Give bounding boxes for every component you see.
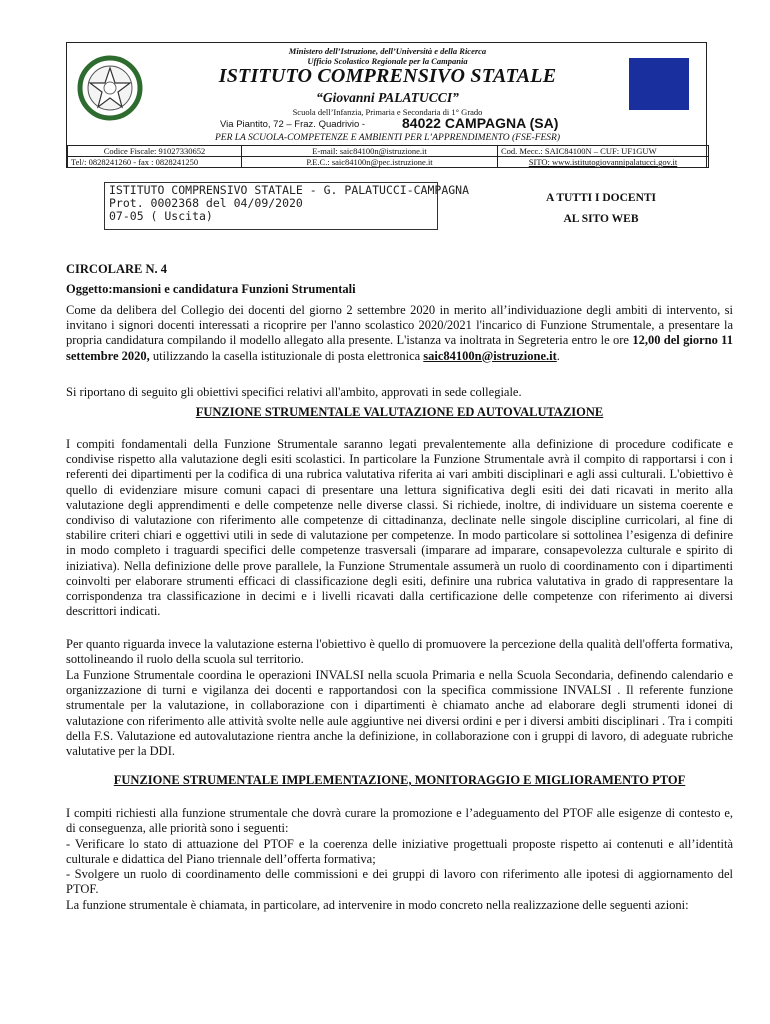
school-dedication: “Giovanni PALATUCCI”	[316, 90, 459, 105]
contact-table	[67, 145, 709, 168]
ministry-line: Ministero dell’Istruzione, dell’Università e della Ricerca	[288, 46, 487, 56]
pon-line: PER LA SCUOLA-COMPETENZE E AMBIENTI PER L’APPRENDIMENTO (FSE-FESR)	[214, 133, 561, 143]
fiscal-code: Codice Fiscale: 91027330652	[68, 146, 242, 157]
intro-paragraph	[66, 303, 733, 364]
intro-text-2: utilizzando la casella istituzionale di posta elettronica	[149, 348, 424, 363]
valutazione-paragraph-2: Per quanto riguarda invece la valutazione esterna l'obiettivo è quello di promuovere la percezione della qualità dell'offerta formativa, sottolineando il ruolo della scuola sul territorio.	[66, 637, 733, 667]
intro-period: .	[556, 348, 560, 363]
school-city: 84022 CAMPAGNA (SA)	[402, 115, 559, 131]
valutazione-paragraph-3: La Funzione Strumentale coordina le operazioni INVALSI nella scuola Primaria e nella Scuola Secondaria, definendo calendario e organizzazione di turni e vigilanza dei docenti e rapportandosi con la specifica commissione INVALSI . Il referente funzione strumentale per la valutazione, in collaborazione con i dipartimenti è chiamato anche ad elaborare degli strumenti idonei di valutazione con riferimento alle attività svolte nelle aule aggiuntive nei diversi ordini e per i diversi ambiti disciplinari . Tra i compiti della F.S. Valutazione ed autovalutazione rientra anche la definizione, in collaborazione con i gruppi di lavoro, di adeguate rubriche valutative per la DDI.	[66, 668, 733, 759]
circular-number: CIRCOLARE N. 4	[66, 262, 168, 276]
subject-line: Oggetto:mansioni e candidatura Funzioni Strumentali	[66, 282, 356, 296]
pec-address[interactable]: P.E.C.: saic84100n@pec.istruzione.it	[242, 157, 498, 168]
recipients	[531, 188, 671, 230]
phone-fax: Tel/: 0828241260 - fax : 0828241250	[68, 157, 242, 168]
website-link[interactable]: SITO: www.istitutogiovannipalatucci.gov.it	[498, 157, 709, 168]
protocol-stamp	[104, 182, 470, 230]
regional-office-line: Ufficio Scolastico Regionale per la Campania	[307, 56, 468, 66]
stamp-institute: ISTITUTO COMPRENSIVO STATALE - G. PALATUCCI-CAMPAGNA	[109, 183, 470, 197]
valutazione-paragraph-1: I compiti fondamentali della Funzione Strumentale saranno legati prevalentemente alla definizione di procedure codificate e condivise rispetto alla valutazione degli esiti scolastici. In particolare la Funzione Strumentale avrà il compito di rapportarsi i con i referenti dei dipartimenti per la codifica di una rubrica valutativa riferita ai vari ambiti disciplinari e agli assi culturali. L'obiettivo è quello di evidenziare misure comuni capaci di presentare una lettura significativa degli esiti dei dati ricavati in merito alla valutazione degli apprendimenti e delle competenze nelle diverse classi. Si richiede, inoltre, di individuare un sistema coerente e condiviso di valutazione con riferimento alle competenze di cittadinanza, declinate nelle singole discipline curricolari, al fine di stabilire criteri chiari e oggettivi utili in sede di valutazione per competenze. In modo particolare si sottolinea l’esigenza di definire in modo completo i traguardi specifici delle competenze trasversali (imparare ad imparare, consapevolezza culturale e spirito di iniziativa). Nella definizione delle prove parallele, la Funzione Strumentale assumerà un ruolo di coordinamento con i dipartimenti coinvolti per elaborare strumenti efficaci di classificazione degli esiti, definire una rubrica valutativa in grado di rappresentare la corrispondenza tra classificazione in decimi e i livelli ricavati dalla certificazione delle competenze con riferimento ai diversi descrittori indicati.	[66, 437, 733, 619]
institutional-email[interactable]: saic84100n@istruzione.it	[423, 348, 557, 363]
ptof-paragraph-2: La funzione strumentale è chiamata, in particolare, ad intervenire in modo concreto nella realizzazione delle seguenti azioni:	[66, 898, 689, 912]
ptof-paragraph-1: I compiti richiesti alla funzione strumentale che dovrà curare la promozione e l’adeguamento del PTOF alle esigenze di contesto e, di conseguenza, alle priorità sono i seguenti:	[66, 806, 733, 836]
school-name: ISTITUTO COMPRENSIVO STATALE	[218, 65, 557, 87]
stamp-category: 07-05 ( Uscita)	[109, 209, 213, 223]
school-address: Via Piantito, 72 – Fraz. Quadrivio -	[220, 119, 366, 130]
mechanographic-code: Cod. Mecc.: SAIC84100N – CUF: UF1GUW	[498, 146, 709, 157]
letterhead	[66, 42, 707, 168]
recipient-sito: AL SITO WEB	[563, 213, 639, 225]
intro-line-2: Si riportano di seguito gli obiettivi specifici relativi all'ambito, approvati in sede collegiale.	[66, 385, 522, 399]
section-heading-valutazione: FUNZIONE STRUMENTALE VALUTAZIONE ED AUTOVALUTAZIONE	[195, 405, 604, 419]
school-levels: Scuola dell’Infanzia, Primaria e Secondaria di 1° Grado	[292, 107, 483, 117]
section-heading-ptof: FUNZIONE STRUMENTALE IMPLEMENTAZIONE, MONITORAGGIO E MIGLIORAMENTO PTOF	[113, 773, 686, 787]
stamp-protocol: Prot. 0002368 del 04/09/2020	[109, 196, 303, 210]
email-address[interactable]: E-mail: saic84100n@istruzione.it	[242, 146, 498, 157]
intro-text: Come da delibera del Collegio dei docenti del giorno 2 settembre 2020 in merito all’individuazione degli ambiti di intervento, si invitano i signori docenti interessati a ricoprire per l'anno scolastico 2020/2021 l'incarico di Funzione Strumentale, a presentare la propria candidatura compilando il modello allegato alla presente. L'istanza va inoltrata in Segreteria entro le ore	[66, 303, 733, 348]
ptof-bullet-2: - Svolgere un ruolo di coordinamento delle commissioni e dei gruppi di lavoro con riferimento alle ipotesi di aggiornamento del PTOF.	[66, 867, 733, 897]
deadline: 12,00 del giorno 11 settembre 2020,	[66, 333, 733, 363]
recipient-docenti: A TUTTI I DOCENTI	[545, 192, 657, 204]
ptof-bullet-1: - Verificare lo stato di attuazione del PTOF e la coerenza delle iniziative progettuali proposte rispetto ai contenuti e all’identità culturale e didattica del Piano triennale dell’offerta formativa;	[66, 837, 733, 867]
